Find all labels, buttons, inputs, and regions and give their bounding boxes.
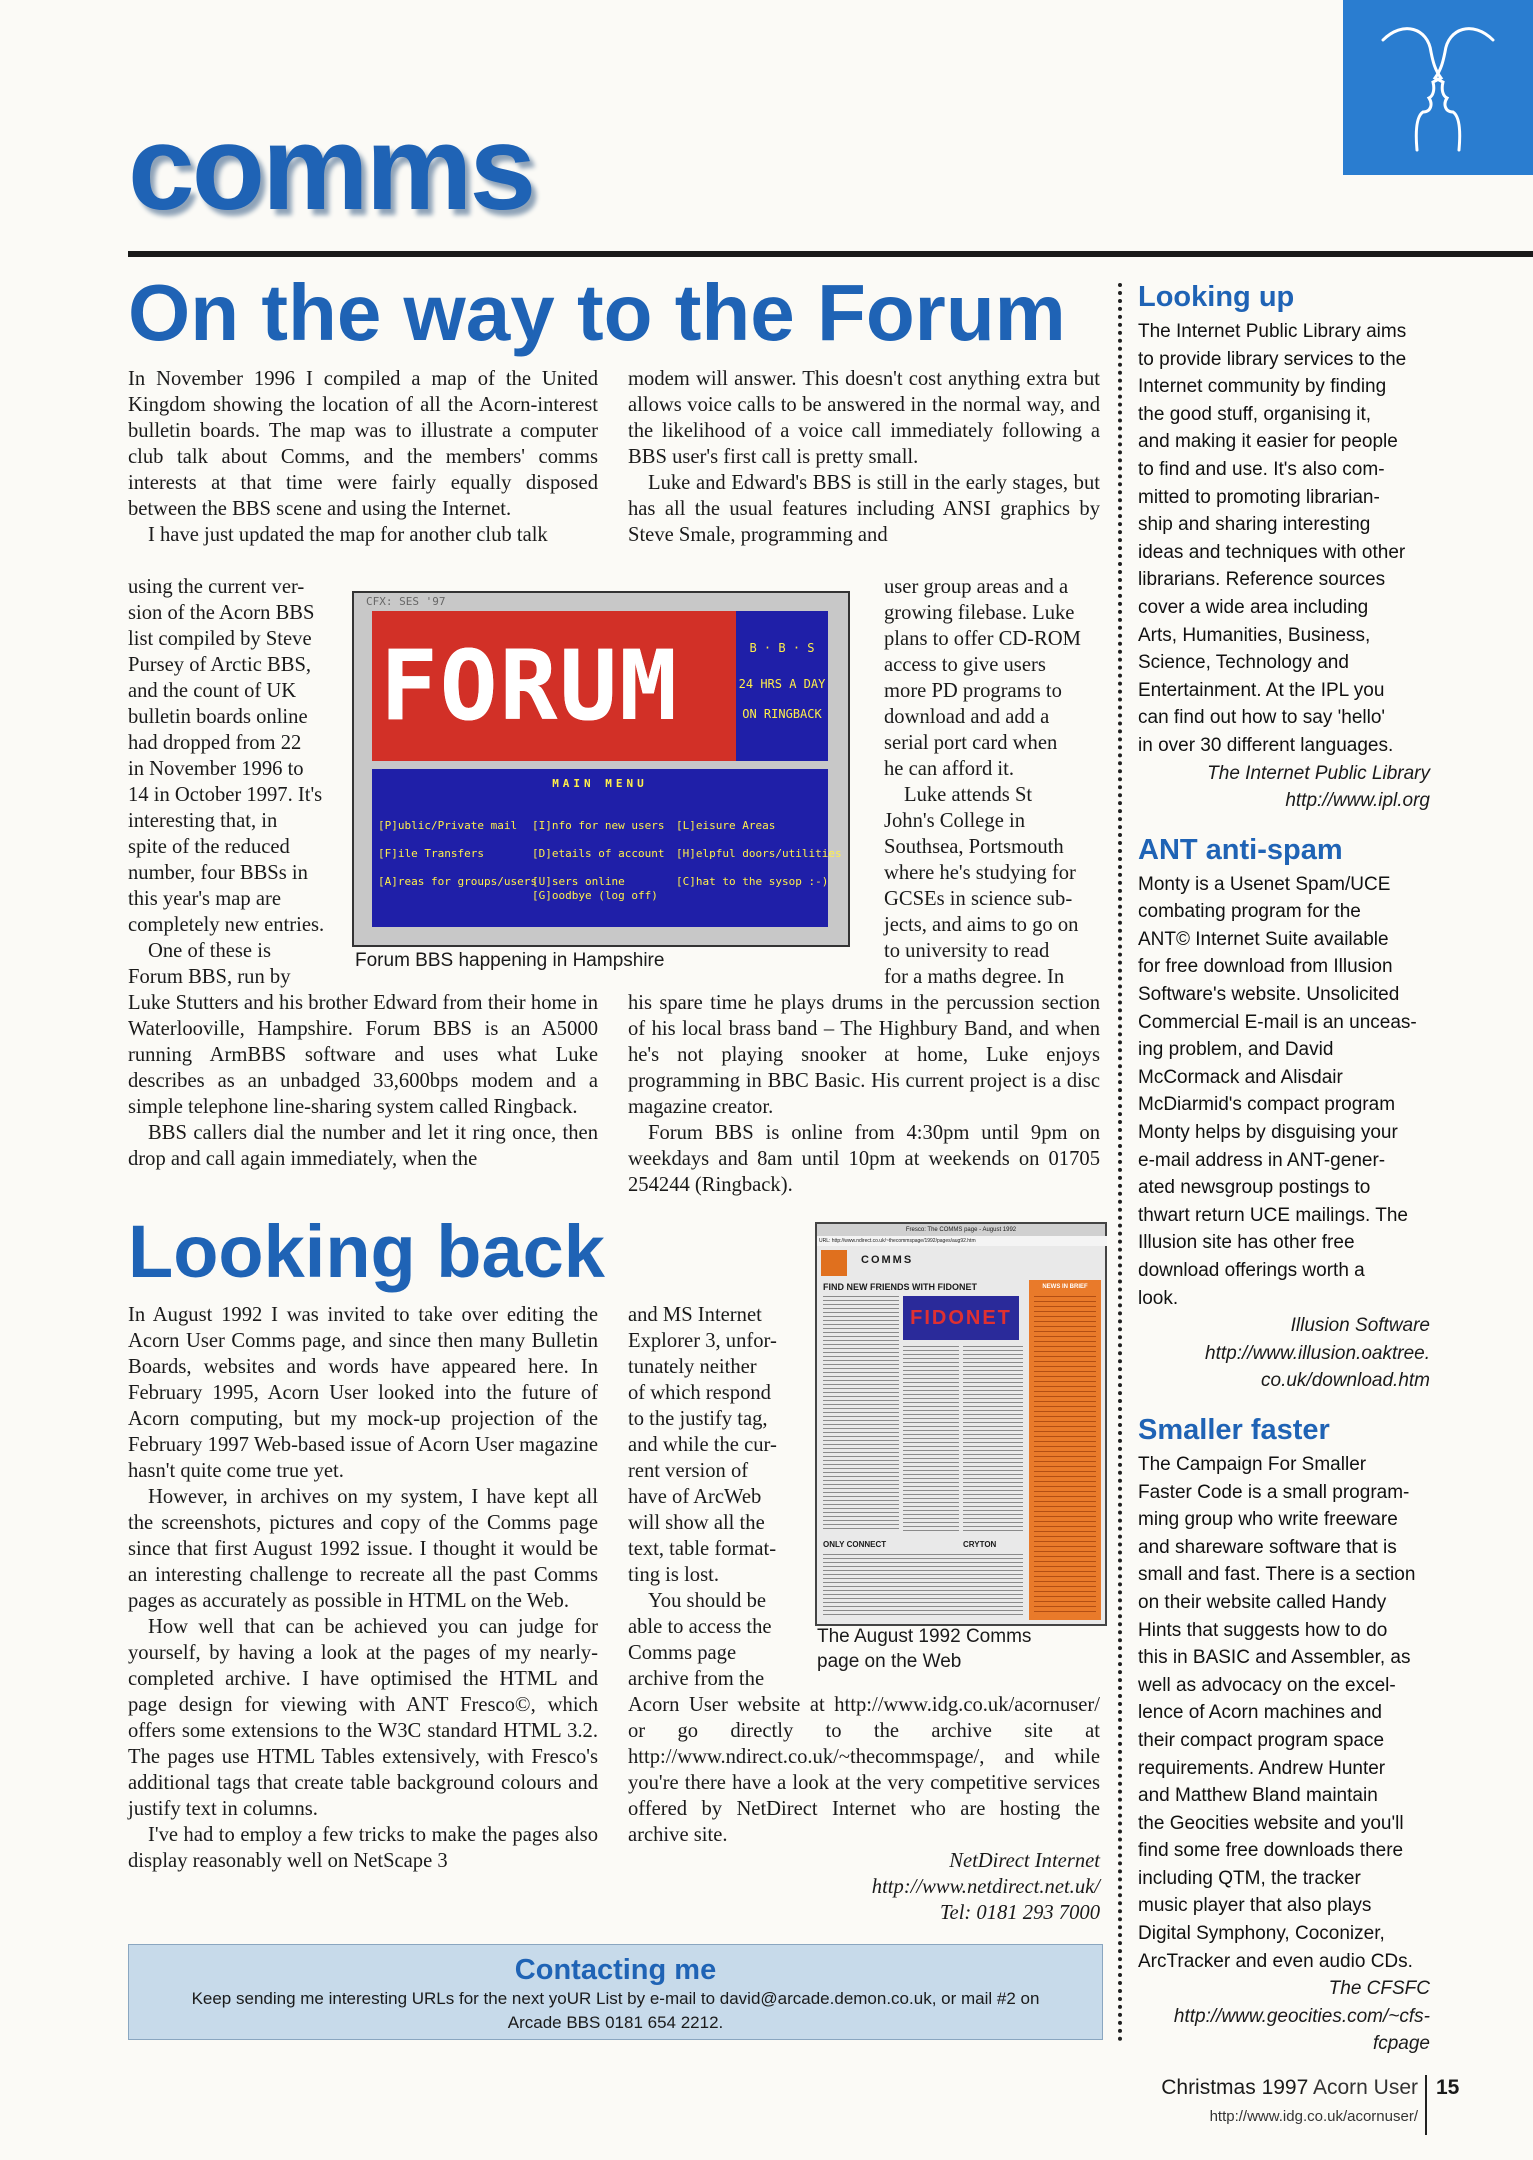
text-line: librarians. Reference sources <box>1138 569 1386 591</box>
paragraph: Luke Stutters and his brother Edward from their home in Waterlooville, Hampshire. Forum BBS is an A5000 running ArmBBS software and uses what Luke describes as an unbadged 33,600bps modem and a simple telephone line-sharing system called Ringback. <box>128 992 598 1118</box>
paragraph: In August 1992 I was invited to take over editing the Acorn User Comms page, and since then many Bulletin Boards, websites and words have appeared here. In February 1995, Acorn User looked into the future of Acorn computing, but my mock-up projection of the February 1997 Web-based issue of Acorn User magazine hasn't quite come true yet. <box>128 1304 598 1482</box>
text-line: can find out how to say 'hello' <box>1138 707 1386 729</box>
text-line: McDiarmid's compact program <box>1138 1094 1396 1116</box>
footer-url[interactable]: http://www.idg.co.uk/acornuser/ <box>1209 2108 1418 2125</box>
text-line: ting is lost. <box>628 1564 719 1586</box>
text-columns <box>903 1346 959 1532</box>
ref-tel: Tel: 0181 293 7000 <box>940 1902 1100 1924</box>
text-line: where he's studying for <box>884 862 1076 884</box>
banner-text: FIDONET <box>910 1307 1012 1329</box>
text-line: and while the cur- <box>628 1434 777 1456</box>
sidebar-ref: The Internet Public Library <box>1207 762 1430 784</box>
sidebar-text <box>1138 1451 1430 1975</box>
text-line: plans to offer CD-ROM <box>884 628 1081 650</box>
text-line: ArcTracker and even audio CDs. <box>1138 1950 1413 1972</box>
text-line: requirements. Andrew Hunter <box>1138 1757 1386 1779</box>
paragraph: Acorn User website at http://www.idg.co.uk/acornuser/ or go directly to the archive site at http://www.ndirect.co.uk/~thecommspage/, and while you're there have a look at the very competitive services offered by NetDirect Internet who are hosting the archive site. <box>628 1694 1100 1846</box>
paragraph: BBS callers dial the number and let it ring once, then drop and call again immediately, when the <box>128 1122 598 1170</box>
url-bar: URL: http://www.ndirect.co.uk/~thecommspage/1992/pages/aug92.htm <box>817 1236 1107 1246</box>
text-line: have of ArcWeb <box>628 1486 762 1508</box>
text-line: for free download from Illusion <box>1138 956 1393 978</box>
page-number: 15 <box>1436 2076 1460 2099</box>
sidebar-ref: Illusion Software <box>1290 1315 1430 1337</box>
text-line: ship and sharing interesting <box>1138 514 1371 536</box>
text-line: using the current ver- <box>128 576 305 598</box>
text-line: jects, and aims to go on <box>884 914 1079 936</box>
text-columns <box>823 1554 1023 1618</box>
text-line: sion of the Acorn BBS <box>128 602 315 624</box>
text-line: user group areas and a <box>884 576 1069 598</box>
text-line: and making it easier for people <box>1138 431 1398 453</box>
window-title: Fresco: The COMMS page - August 1992 <box>817 1224 1105 1236</box>
text-line: Faster Code is a small program- <box>1138 1481 1410 1503</box>
caption-line: The August 1992 Comms <box>817 1626 1032 1647</box>
article1-col1-bottom <box>128 990 598 1172</box>
article2-col1 <box>128 1302 598 1874</box>
text-columns <box>823 1296 899 1532</box>
text-line: spite of the reduced <box>128 836 290 858</box>
text-line: Entertainment. At the IPL you <box>1138 679 1385 701</box>
sidebar-link[interactable]: http://www.geocities.com/~cfs- <box>1173 2005 1430 2027</box>
article1-col1-wrap <box>128 574 338 990</box>
article1-col1-top <box>128 366 598 548</box>
ref-name: NetDirect Internet <box>949 1850 1100 1872</box>
menu-item: [C]hat to the sysop :-) <box>676 875 829 888</box>
news-sidebar <box>1029 1280 1101 1620</box>
column-divider <box>1118 283 1122 2043</box>
text-line: access to give users <box>884 654 1046 676</box>
text-line: to university to read <box>884 940 1050 962</box>
sidebar-link[interactable]: co.uk/download.htm <box>1261 1370 1430 1392</box>
sidebar-box-ant-anti-spam <box>1138 833 1430 1395</box>
text-line: and MS Internet <box>628 1304 762 1326</box>
image-caption <box>817 1624 1031 1674</box>
text-line: ming group who write freeware <box>1138 1509 1398 1531</box>
text-line: ated newsgroup postings to <box>1138 1177 1371 1199</box>
text-line: tunately neither <box>628 1356 757 1378</box>
fidonet-banner <box>903 1296 1019 1340</box>
text-line: to the justify tag, <box>628 1408 768 1430</box>
paragraph: However, in archives on my system, I have kept all the screenshots, pictures and copy of the Comms page since that first August 1992 issue. I thought it would be an interesting challenge to recreate all the past Comms pages as accurately as possible in HTML on the Web. <box>128 1486 598 1612</box>
text-line: Hints that suggests how to do <box>1138 1619 1388 1641</box>
footer <box>1154 2075 1418 2127</box>
paragraph: In November 1996 I compiled a map of the United Kingdom showing the location of all the Acorn-interest bulletin boards. The map was to illustrate a computer club talk about Comms, and the members' comms interests at that time were fairly equally disposed between the BBS scene and using the Internet. <box>128 368 598 520</box>
text-line: The Internet Public Library aims <box>1138 321 1407 342</box>
menu-item: [P]ublic/Private mail <box>378 819 518 832</box>
article1-col2-top <box>628 366 1100 548</box>
text-line: for a maths degree. In <box>884 966 1065 988</box>
text-line: McCormack and Alisdair <box>1138 1066 1343 1088</box>
text-line: ideas and techniques with other <box>1138 541 1406 563</box>
screen-corner-label: CFX: SES '97 <box>366 595 446 608</box>
text-line: download and add a <box>884 706 1050 728</box>
text-line: download offerings worth a <box>1138 1260 1365 1281</box>
text-line: bulletin boards online <box>128 706 308 728</box>
text-line: he can afford it. <box>884 758 1014 780</box>
text-line: Comms page <box>628 1642 737 1664</box>
paragraph: his spare time he plays drums in the percussion section of his local brass band – The Highbury Band, and when he's not playing snooker at home, Luke enjoys programming in BBC Basic. His current project is a disc magazine creator. <box>628 992 1100 1118</box>
comms-archive-screenshot <box>815 1222 1107 1626</box>
menu-title: MAIN MENU <box>552 777 648 790</box>
sidebar <box>1138 280 1430 2058</box>
paragraph: I have just updated the map for another club talk <box>148 524 548 546</box>
sidebar-box-smaller-faster <box>1138 1413 1430 2058</box>
paragraph: How well that can be achieved you can judge for yourself, by having a look at the pages of my nearly-completed archive. I have optimised the HTML and page design for viewing with ANT Fresco©, which offers some extensions to the W3C standard HTML 3.2. The pages use HTML Tables extensively, with Fresco's additional tags that create table background colours and justify text in columns. <box>128 1616 598 1820</box>
menu-item: [I]nfo for new users <box>532 819 665 832</box>
text-line: find some free downloads there <box>1138 1840 1404 1862</box>
text-line: serial port card when <box>884 732 1058 754</box>
contact-line: Arcade BBS 0181 654 2212. <box>507 2013 724 2032</box>
forum-logo-side <box>736 611 828 761</box>
page-logo: COMMS <box>861 1254 914 1266</box>
text-line: to find and use. It's also com- <box>1138 458 1385 480</box>
text-line: archive from the <box>628 1668 765 1690</box>
text-line: completely new entries. <box>128 914 325 936</box>
text-line: cover a wide area including <box>1138 596 1369 618</box>
text-line: this in BASIC and Assembler, as <box>1138 1647 1411 1669</box>
text-line: Forum BBS, run by <box>128 966 291 988</box>
menu-item: [G]oodbye (log off) <box>532 889 658 902</box>
footer-issue-line <box>1154 2075 1418 2101</box>
text-line: combating program for the <box>1138 901 1361 923</box>
text-line: Internet community by finding <box>1138 376 1387 398</box>
sidebar-title: ANT anti-spam <box>1138 833 1343 866</box>
news-head: NEWS IN BRIEF <box>1042 1284 1088 1290</box>
article2-col2-bottom <box>628 1692 1100 1926</box>
text-line: Arts, Humanities, Business, <box>1138 624 1371 646</box>
text-line: able to access the <box>628 1616 772 1638</box>
text-line: look. <box>1138 1287 1179 1309</box>
text-line: rent version of <box>628 1460 749 1482</box>
text-line: Monty is a Usenet Spam/UCE <box>1138 873 1391 895</box>
footer-issue: Christmas 1997 <box>1161 2076 1309 2099</box>
text-line: the good stuff, organising it, <box>1138 403 1372 425</box>
forum-main-menu <box>372 769 842 927</box>
article-title-forum: On the way to the Forum <box>128 268 1066 357</box>
text-line: 14 in October 1997. It's <box>128 784 323 806</box>
text-line: interesting that, in <box>128 810 278 832</box>
text-line: Pursey of Arctic BBS, <box>128 654 312 676</box>
paragraph: Luke and Edward's BBS is still in the early stages, but has all the usual features including ANSI graphics by Steve Smale, programming and <box>628 472 1100 546</box>
text-line: Monty helps by disguising your <box>1138 1122 1398 1144</box>
sidebar-ref: The CFSFC <box>1328 1978 1430 2000</box>
forum-logo-word: FORUM <box>380 630 679 742</box>
text-line: Digital Symphony, Coconizer, <box>1138 1923 1385 1945</box>
text-line: John's College in <box>884 810 1025 832</box>
text-line: in over 30 different languages. <box>1138 734 1394 756</box>
text-line: Software's website. Unsolicited <box>1138 984 1400 1006</box>
sidebar-link[interactable]: http://www.ipl.org <box>1285 790 1430 812</box>
menu-item: [A]reas for groups/users <box>378 875 537 888</box>
contact-line: Keep sending me interesting URLs for the next yoUR List by e-mail to david@arcade.demon.co.uk, or mail #2 on <box>191 1989 1040 2008</box>
sub-heading: ONLY CONNECT <box>823 1540 887 1549</box>
text-line: ing problem, and David <box>1138 1039 1334 1061</box>
footer-divider <box>1425 2075 1427 2135</box>
text-line: thwart return UCE mailings. The <box>1138 1204 1408 1226</box>
text-line: and Matthew Bland maintain <box>1138 1785 1378 1807</box>
text-line: GCSEs in science sub- <box>884 888 1073 910</box>
text-line: will show all the <box>628 1512 765 1534</box>
text-line: Southsea, Portsmouth <box>884 836 1064 858</box>
ref-url[interactable]: http://www.netdirect.net.uk/ <box>871 1876 1100 1898</box>
text-line: the Geocities website and you'll <box>1138 1812 1404 1834</box>
text-line: text, table format- <box>628 1538 777 1560</box>
page-headline: FIND NEW FRIENDS WITH FIDONET <box>823 1282 977 1292</box>
sidebar-text <box>1138 871 1430 1313</box>
text-line: of which respond <box>628 1382 771 1404</box>
sidebar-title: Looking up <box>1138 281 1295 313</box>
contact-box <box>128 1944 1103 2040</box>
paragraph: I've had to employ a few tricks to make the pages also display reasonably well on NetScape 3 <box>128 1824 598 1872</box>
text-line: and shareware software that is <box>1138 1536 1397 1558</box>
text-line: small and fast. There is a section <box>1138 1564 1416 1586</box>
article1-col2-bottom <box>628 990 1100 1198</box>
menu-item: [H]elpful doors/utilities <box>676 847 842 860</box>
section-title: comms <box>128 101 534 235</box>
text-line: music player that also plays <box>1138 1895 1372 1917</box>
text-line: Luke attends St <box>904 784 1033 806</box>
side-line: ON RINGBACK <box>742 707 822 721</box>
text-line: Commercial E-mail is an unceas- <box>1138 1011 1417 1033</box>
text-line: lence of Acorn machines and <box>1138 1702 1382 1724</box>
footer-magazine: Acorn User <box>1312 2076 1418 2099</box>
menu-item: [L]eisure Areas <box>676 819 776 832</box>
text-line: including QTM, the tracker <box>1138 1867 1361 1889</box>
text-line: The Campaign For Smaller <box>1138 1453 1367 1475</box>
text-line: more PD programs to <box>884 680 1062 702</box>
text-line: number, four BBSs in <box>128 862 308 884</box>
caption-line: page on the Web <box>817 1651 962 1672</box>
article-title-looking-back: Looking back <box>128 1210 605 1293</box>
text-line: ANT© Internet Suite available <box>1138 928 1389 950</box>
text-line: Science, Technology and <box>1138 652 1349 674</box>
paragraph: modem will answer. This doesn't cost anything extra but allows voice calls to be answered in the normal way, and the likelihood of a voice call immediately following a BBS user's first call is pretty small. <box>628 368 1100 468</box>
menu-item: [F]ile Transfers <box>378 847 484 860</box>
sidebar-link[interactable]: http://www.illusion.oaktree. <box>1205 1342 1430 1364</box>
text-line: to provide library services to the <box>1138 348 1407 370</box>
sub-heading: CRYTON <box>963 1540 997 1549</box>
header-rule <box>128 251 1533 257</box>
text-line: well as advocacy on the excel- <box>1138 1674 1396 1696</box>
text-line: Illusion site has other free <box>1138 1232 1355 1254</box>
sidebar-box-looking-up <box>1138 280 1430 815</box>
menu-item: [U]sers online <box>532 875 625 888</box>
menu-item: [D]etails of account <box>532 847 665 860</box>
forum-bbs-screenshot <box>352 591 850 947</box>
paragraph: Forum BBS is online from 4:30pm until 9pm on weekdays and 8am until 10pm at weekends on 01705 254244 (Ringback). <box>628 1122 1100 1196</box>
text-line: mitted to promoting librarian- <box>1138 486 1380 508</box>
side-line: B · B · S <box>749 641 815 655</box>
text-line: list compiled by Steve <box>128 628 312 650</box>
text-columns <box>963 1346 1023 1532</box>
sidebar-text <box>1138 318 1430 760</box>
article1-col2-wrap <box>884 574 1100 990</box>
text-line: had dropped from 22 <box>128 732 302 754</box>
text-line: in November 1996 to <box>128 758 304 780</box>
text-line: You should be <box>648 1590 767 1612</box>
article2-col2-narrow <box>628 1302 804 1692</box>
text-line: on their website called Handy <box>1138 1591 1387 1613</box>
text-line: and the count of UK <box>128 680 297 702</box>
text-line: e-mail address in ANT-gener- <box>1138 1149 1386 1171</box>
text-line: Explorer 3, unfor- <box>628 1330 777 1352</box>
image-caption: Forum BBS happening in Hampshire <box>355 950 665 971</box>
text-line: growing filebase. Luke <box>884 602 1075 624</box>
forum-logo-panel <box>372 611 828 761</box>
sidebar-title: Smaller faster <box>1138 1413 1330 1446</box>
text-line: this year's map are <box>128 888 281 910</box>
text-line: One of these is <box>148 940 271 962</box>
contact-title: Contacting me <box>514 1954 717 1986</box>
sidebar-link[interactable]: fcpage <box>1372 2033 1430 2055</box>
page-logo-icon <box>821 1250 847 1276</box>
side-line: 24 HRS A DAY <box>738 677 826 691</box>
text-line: their compact program space <box>1138 1729 1385 1751</box>
two-heads-icon <box>1343 0 1533 175</box>
